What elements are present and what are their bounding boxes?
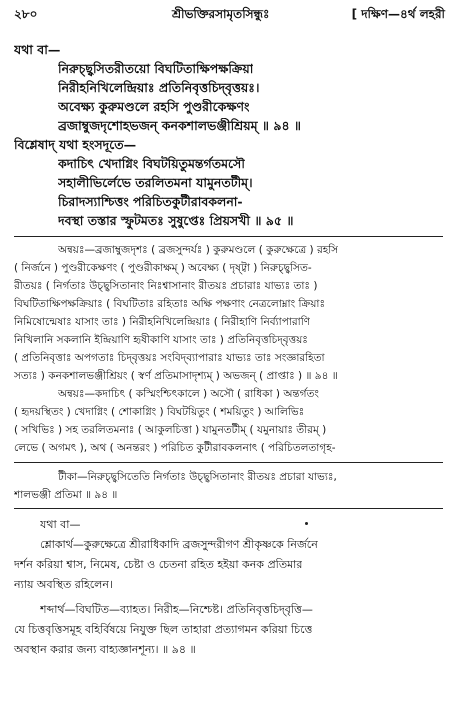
divider (14, 508, 443, 509)
tika-line: টীকা—নিরুচ্ছ্বসিতেতি নির্গতাঃ উচ্ছ্বসিতানাং রীতয়ঃ প্রচারা যাভ্যঃ, (58, 471, 337, 483)
tika-line: শালভঞ্জী প্রতিমা ॥ ৯৪ ॥ (14, 489, 118, 501)
anvaya-line: লেভে ( অগমৎ ), অথ ( অনন্তরং ) পরিচিত কুটীরাবকলনাৎ ( পরিচিতলতাগৃহ- (14, 442, 336, 454)
verse-line: দবস্থা তস্তার স্ফুটমতঃ সুষুপ্তেঃ প্রিয়সখী ॥ ৯৫ ॥ (58, 213, 294, 228)
printed-dot (305, 522, 308, 525)
bangla-line: দর্শন করিয়া শ্বাস, নিমেষ, চেষ্টা ও চেতনা রহিত হইয়া কনক প্রতিমার (14, 558, 303, 571)
page-header (14, 6, 445, 26)
verse-line: নিরুচ্ছ্বসিতরীতয়ো বিঘটিতাক্ষিপক্ষক্রিয়া (58, 61, 254, 76)
anvaya-line: বিঘটিতাক্ষিপক্ষক্রিয়াঃ ( বিঘটিতাঃ রহিতাঃ অক্ষি পক্ষণাং নেত্রলোম্নাং ক্রিয়াঃ (14, 298, 326, 310)
anvaya-line: অন্বয়ঃ—ব্রজাম্বুজদৃশঃ ( ব্রজসুন্দর্যঃ ) কুরুমণ্ডলে ( কুরুক্ষেত্রে ) রহসি (58, 244, 339, 256)
verse-line: ব্রজাম্বুজদৃশোহভজন্ কনকশালভঞ্জীশ্রিয়ম্ ॥ ৯৪ ॥ (58, 118, 301, 133)
anvaya-line: ( প্রতিনিবৃত্তাঃ অপগতাঃ চিদ্‌বৃত্তয়ঃ সংবিদ্‌ব্যাপারাঃ যাভ্যঃ তাঃ সংজ্ঞারহিতা (14, 352, 325, 364)
verse-line: অবেক্ষ্য কুরুমণ্ডলে রহসি পুণ্ডরীকেক্ষণং (58, 99, 250, 114)
anvaya-line: অন্বয়ঃ—কদাচিৎ ( কস্মিংশ্চিৎকালে ) অসৌ ( রাধিকা ) অন্তর্গতং (58, 388, 319, 400)
verse-line: সহালীভির্লেভে তরলিতমনা যামুনতটীম্। (58, 175, 253, 190)
verse-line: কদাচিৎ খেদাগ্নিং বিঘটয়িতুমন্তর্গতমসৌ (58, 156, 245, 171)
page-number: ২৮০ (14, 7, 38, 21)
anvaya-line: রীতয়ঃ ( নির্গতাঃ উচ্ছ্বসিতানাং নিঃশ্বাসানাং রীতয়ঃ প্রচারাঃ যাভ্যঃ তাঃ ) (14, 280, 318, 292)
chapter-label: [ দক্ষিণ—৪র্থ লহরী (351, 7, 445, 21)
bangla-line: শব্দার্থ—বিঘটিত—ব্যাহত। নিরীহ—নিশ্চেষ্ট। প্রতিনিবৃত্তচিদ্‌বৃত্তি— (40, 603, 313, 616)
divider (14, 462, 443, 463)
anvaya-line: নিখিলানি সকলানি ইন্দ্রিয়াণি হৃষীকাণি যাসাং তাঃ ) প্রতিনিবৃত্তচিদ্‌বৃত্তয়ঃ (14, 334, 308, 346)
anvaya-line: নিমিষোন্মেষাঃ যাসাং তাঃ ) নিরীহনিখিলেন্দ্রিয়াঃ ( নিরীহাণি নির্ব্যাপারাণি (14, 316, 311, 328)
verse-line: নিরীহনিখিলেন্দ্রিয়াঃ প্রতিনিবৃত্তচিদ্‌বৃত্তয়ঃ। (58, 80, 260, 95)
verse-line: চিরাদস্যাশ্চিত্তং পরিচিতকুটীরাবকলনা- (58, 194, 243, 209)
anvaya-line: ( নির্জনে ) পুণ্ডরীকেক্ষণং ( পুণ্ডরীকাক্ষম্ ) অবেক্ষ্য ( দৃষ্ট্বা ) নিরুচ্ছ্বসিত- (14, 262, 312, 274)
bangla-intro: যথা বা— (40, 518, 81, 531)
anvaya-line: ( সখিভিঃ ) সহ তরলিতমনাঃ ( আকুলচিত্তা ) যামুনতটীম্ ( যমুনায়াঃ তীরম্ ) (14, 424, 327, 436)
book-title: শ্রীভক্তিরসামৃতসিন্ধুঃ (172, 7, 270, 21)
bangla-line: অবস্থান করার জন্য বাহ্যজ্ঞানশূন্য। ॥ ৯৪ ॥ (14, 643, 196, 656)
bangla-line: যে চিত্তবৃত্তিসমূহ বহির্বিষয়ে নিযুক্ত ছিল তাহারা প্রত্যাগমন করিয়া চিত্তে (14, 623, 313, 636)
bangla-line: ন্যায় অবস্থিত রহিলেন। (14, 578, 113, 591)
divider (14, 236, 443, 237)
bangla-line: শ্লোকার্থ—কুরুক্ষেত্রে শ্রীরাধিকাদি ব্রজসুন্দরীগণ শ্রীকৃষ্ণকে নির্জনে (40, 538, 318, 551)
verse-intro: বিশ্লেষাদ্ যথা হংসদূতে— (14, 137, 137, 152)
anvaya-line: ( হৃদয়স্থিতং ) খেদাগ্নিং ( শোকাগ্নিং ) বিঘটয়িতুং ( শময়িতুং ) আলিভিঃ (14, 406, 305, 418)
anvaya-line: সত্যঃ ) কনকশালভঞ্জীশ্রিয়ং ( স্বর্ণ প্রতিমাসাদৃশ্যম্ ) অভজন্ ( প্রাপ্তাঃ ) ॥ ৯৪ ॥ (14, 370, 338, 382)
verse-intro: যথা বা— (14, 42, 61, 57)
